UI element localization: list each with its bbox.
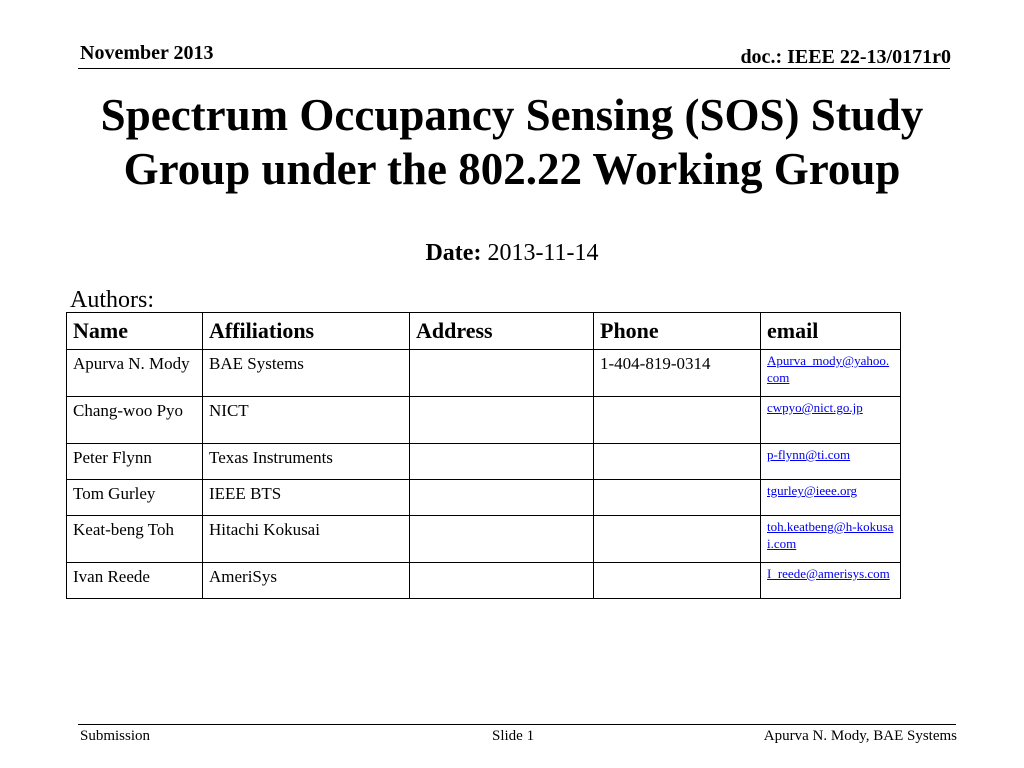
- column-header-email: email: [761, 313, 901, 350]
- author-name: Apurva N. Mody: [67, 350, 203, 397]
- table-row: [67, 480, 901, 516]
- author-name: Ivan Reede: [67, 563, 203, 599]
- author-name: Keat-beng Toh: [67, 516, 203, 563]
- author-address: [410, 350, 594, 397]
- author-email-link[interactable]: I_reede@amerisys.com: [767, 566, 890, 581]
- author-name: Peter Flynn: [67, 444, 203, 480]
- column-header-affiliations: Affiliations: [203, 313, 410, 350]
- column-header-address: Address: [410, 313, 594, 350]
- author-phone: [594, 480, 761, 516]
- author-email-cell: [761, 350, 901, 397]
- footer-submission: Submission: [80, 728, 151, 744]
- author-address: [410, 397, 594, 444]
- footer-divider: [78, 724, 956, 725]
- table-row: [67, 563, 901, 599]
- author-address: [410, 516, 594, 563]
- author-address: [410, 444, 594, 480]
- footer-author: Apurva N. Mody, BAE Systems: [763, 728, 957, 744]
- author-phone: [594, 563, 761, 599]
- author-affiliation: Hitachi Kokusai: [203, 516, 410, 563]
- author-email-link[interactable]: cwpyo@nict.go.jp: [767, 400, 863, 415]
- slide-title-line-2: Group under the 802.22 Working Group: [123, 144, 901, 194]
- author-affiliation: Texas Instruments: [203, 444, 410, 480]
- author-email-cell: [761, 516, 901, 563]
- author-email-link[interactable]: Apurva_mody@yahoo.com: [767, 353, 890, 385]
- author-name: Tom Gurley: [67, 480, 203, 516]
- author-affiliation: NICT: [203, 397, 410, 444]
- table-header-row: [67, 313, 901, 350]
- table-row: [67, 444, 901, 480]
- author-address: [410, 563, 594, 599]
- footer-slide-number: Slide 1: [492, 728, 535, 744]
- author-phone: [594, 397, 761, 444]
- date-line: [0, 240, 1024, 267]
- header-divider: [78, 68, 950, 69]
- author-email-link[interactable]: p-flynn@ti.com: [767, 447, 851, 462]
- slide-title: [40, 88, 984, 196]
- author-affiliation: IEEE BTS: [203, 480, 410, 516]
- table-row: [67, 397, 901, 444]
- author-email-link[interactable]: toh.keatbeng@h-kokusai.com: [767, 519, 894, 551]
- column-header-phone: Phone: [594, 313, 761, 350]
- date-label: Date:: [425, 240, 482, 266]
- author-email-cell: [761, 444, 901, 480]
- author-affiliation: AmeriSys: [203, 563, 410, 599]
- header-date: November 2013: [80, 42, 214, 64]
- author-name: Chang-woo Pyo: [67, 397, 203, 444]
- author-email-cell: [761, 480, 901, 516]
- column-header-name: Name: [67, 313, 203, 350]
- author-email-cell: [761, 563, 901, 599]
- author-phone: [594, 444, 761, 480]
- author-email-cell: [761, 397, 901, 444]
- author-email-link[interactable]: tgurley@ieee.org: [767, 483, 858, 498]
- slide-title-line-1: Spectrum Occupancy Sensing (SOS) Study: [100, 90, 924, 140]
- author-address: [410, 480, 594, 516]
- table-row: [67, 516, 901, 563]
- author-phone: [594, 516, 761, 563]
- author-phone: 1-404-819-0314: [594, 350, 761, 397]
- date-value: 2013-11-14: [487, 240, 599, 266]
- table-row: [67, 350, 901, 397]
- authors-label: Authors:: [70, 287, 154, 313]
- authors-table: [66, 312, 901, 599]
- author-affiliation: BAE Systems: [203, 350, 410, 397]
- header-doc-id: doc.: IEEE 22-13/0171r0: [740, 46, 951, 68]
